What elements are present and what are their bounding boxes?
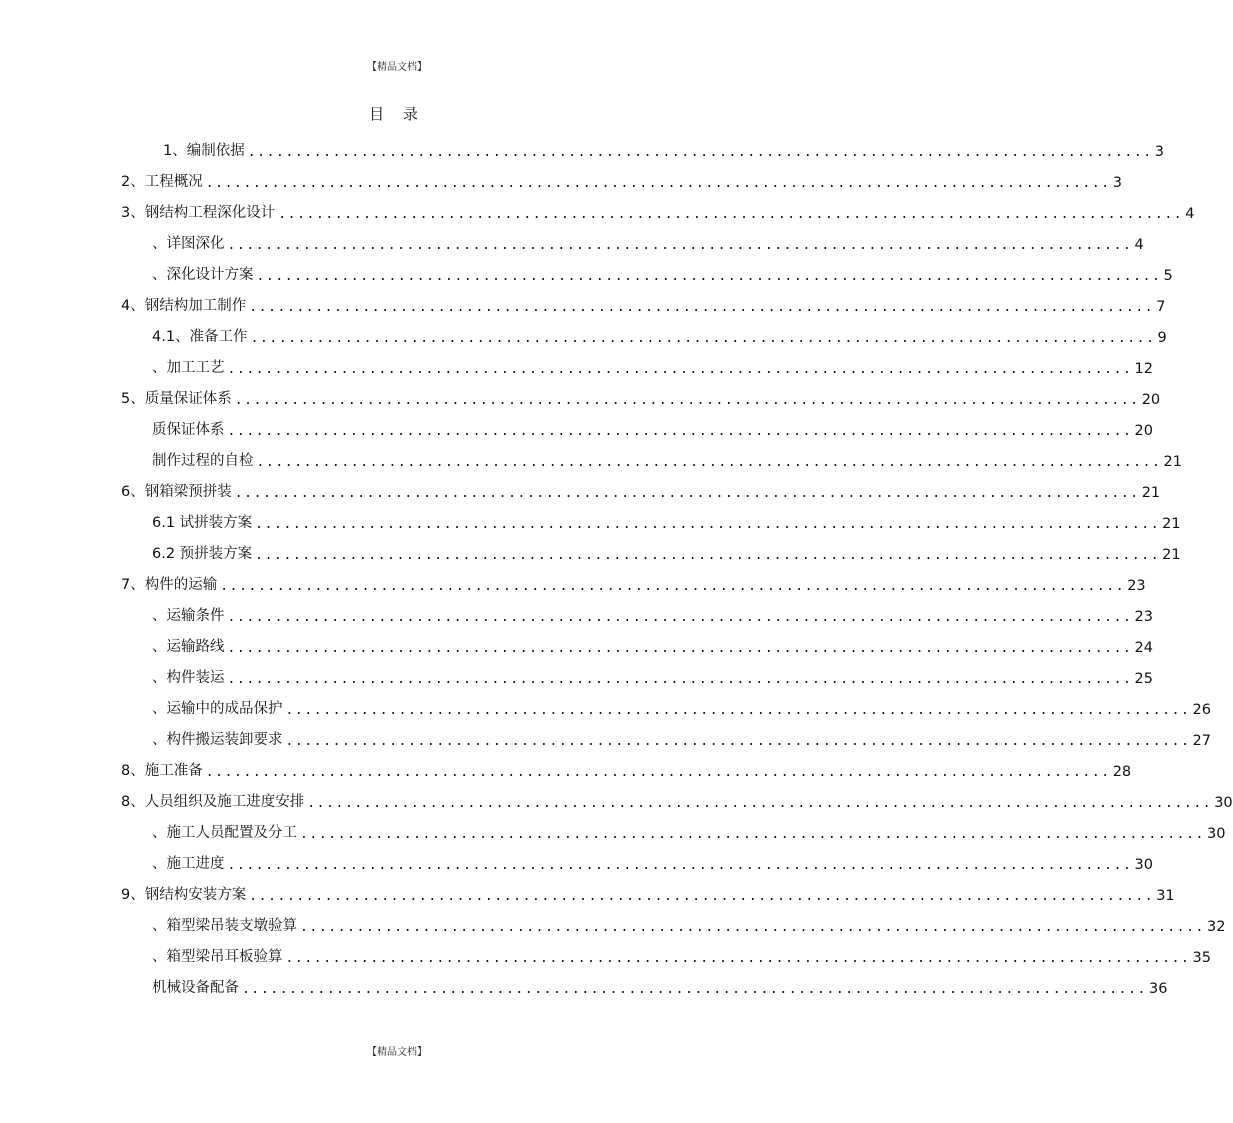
- toc-leader-dots: ................................................................................................: [205, 765, 1111, 780]
- toc-entry[interactable]: [152, 656, 1153, 687]
- toc-entry[interactable]: [152, 625, 1153, 656]
- toc-entry[interactable]: [121, 284, 1166, 315]
- toc-leader-dots: ................................................................................................: [256, 455, 1162, 470]
- toc-entry-text: 、箱型梁吊耳板验算: [152, 949, 283, 965]
- toc-leader-dots: ................................................................................................: [220, 579, 1126, 594]
- toc-leader-dots: ................................................................................................: [227, 610, 1133, 625]
- toc-entry-text: 、施工进度: [152, 856, 225, 872]
- toc-entry[interactable]: [152, 594, 1153, 625]
- toc-leader-dots: ................................................................................................: [234, 486, 1140, 501]
- toc-entry[interactable]: [121, 749, 1132, 780]
- toc-leader-dots: ................................................................................................: [249, 300, 1155, 315]
- toc-entry-text: 6.1 试拼装方案: [152, 515, 253, 531]
- toc-entry-text: 、施工人员配置及分工: [152, 825, 297, 841]
- toc-page-number: 27: [1192, 733, 1211, 749]
- toc-page-number: 4: [1185, 206, 1195, 222]
- toc-leader-dots: ................................................................................................: [300, 920, 1205, 935]
- toc-entry[interactable]: [121, 470, 1161, 501]
- toc-page-number: 28: [1112, 764, 1132, 780]
- page-footer: 【精品文档】: [367, 1047, 427, 1058]
- toc-leader-dots: ................................................................................................: [227, 858, 1133, 873]
- toc-entry[interactable]: [121, 377, 1161, 408]
- toc-entry[interactable]: [121, 160, 1122, 191]
- toc-entry-text: 6、钢箱梁预拼装: [121, 484, 232, 500]
- toc-leader-dots: ................................................................................................: [227, 641, 1133, 656]
- toc-entry[interactable]: [163, 129, 1164, 160]
- toc-entry-text: 2、工程概况: [121, 174, 203, 190]
- toc-page-number: 25: [1134, 671, 1153, 687]
- toc-entry-text: 、运输路线: [152, 639, 225, 655]
- toc-entry-text: 、加工工艺: [152, 360, 225, 376]
- toc-leader-dots: ................................................................................................: [256, 269, 1162, 284]
- toc-leader-dots: ................................................................................................: [285, 951, 1191, 966]
- toc-leader-dots: ................................................................................................: [227, 238, 1133, 253]
- toc-page-number: 36: [1148, 981, 1168, 997]
- toc-page-number: 21: [1163, 454, 1182, 470]
- toc-entry-text: 、构件装运: [152, 670, 225, 686]
- toc-entry[interactable]: [152, 935, 1211, 966]
- toc-entry[interactable]: [121, 780, 1233, 811]
- toc-page-number: 24: [1134, 640, 1153, 656]
- toc-entry-text: 机械设备配备: [152, 980, 239, 996]
- toc-leader-dots: ................................................................................................: [247, 145, 1153, 160]
- toc-page-number: 4: [1134, 237, 1144, 253]
- toc-entry[interactable]: [152, 439, 1182, 470]
- toc-entry-text: 、运输条件: [152, 608, 225, 624]
- toc-leader-dots: ................................................................................................: [255, 548, 1161, 563]
- toc-page-number: 20: [1141, 392, 1161, 408]
- toc-entry[interactable]: [152, 222, 1144, 253]
- toc-page-number: 30: [1206, 826, 1226, 842]
- toc-leader-dots: ................................................................................................: [227, 362, 1133, 377]
- toc-page-number: 23: [1134, 609, 1153, 625]
- toc-entry[interactable]: [152, 346, 1153, 377]
- toc-entry-text: 、详图深化: [152, 236, 225, 252]
- toc-entry-text: 6.2 预拼装方案: [152, 546, 253, 562]
- toc-entry-text: 9、钢结构安装方案: [121, 887, 247, 903]
- toc-entry[interactable]: [121, 563, 1146, 594]
- toc-entry-text: 7、构件的运输: [121, 577, 218, 593]
- toc-entry-text: 、运输中的成品保护: [152, 701, 283, 717]
- toc-page-number: 31: [1156, 888, 1175, 904]
- toc-page-number: 3: [1112, 175, 1122, 191]
- toc-entry[interactable]: [152, 253, 1173, 284]
- toc-leader-dots: ................................................................................................: [227, 672, 1133, 687]
- toc-entry[interactable]: [152, 718, 1211, 749]
- toc-page-number: 20: [1134, 423, 1153, 439]
- toc-page-number: 35: [1192, 950, 1211, 966]
- toc-page-number: 7: [1156, 299, 1166, 315]
- toc-leader-dots: ................................................................................................: [234, 393, 1140, 408]
- toc-entry[interactable]: [152, 966, 1168, 997]
- toc-entry-text: 、深化设计方案: [152, 267, 254, 283]
- toc-entry-text: 3、钢结构工程深化设计: [121, 205, 276, 221]
- toc-entry[interactable]: [121, 873, 1175, 904]
- toc-entry-text: 质保证体系: [152, 422, 225, 438]
- toc-entry[interactable]: [152, 315, 1167, 346]
- toc-page-number: 21: [1162, 547, 1181, 563]
- toc-entry-text: 、构件搬运装卸要求: [152, 732, 283, 748]
- toc-page-number: 12: [1134, 361, 1153, 377]
- toc-page-number: 23: [1127, 578, 1146, 594]
- toc-entry-text: 8、人员组织及施工进度安排: [121, 794, 305, 810]
- toc-leader-dots: ................................................................................................: [278, 207, 1184, 222]
- toc-leader-dots: ................................................................................................: [285, 703, 1191, 718]
- toc-entry-text: 制作过程的自检: [152, 453, 254, 469]
- toc-leader-dots: ................................................................................................: [205, 176, 1111, 191]
- toc-entry[interactable]: [152, 501, 1181, 532]
- toc-entry[interactable]: [152, 842, 1153, 873]
- toc-page-number: 9: [1157, 330, 1167, 346]
- toc-page-number: 30: [1214, 795, 1233, 811]
- toc-leader-dots: ................................................................................................: [249, 889, 1155, 904]
- toc-entry[interactable]: [152, 904, 1226, 935]
- toc-entry-text: 4、钢结构加工制作: [121, 298, 247, 314]
- toc-entry[interactable]: [152, 532, 1181, 563]
- toc-leader-dots: ................................................................................................: [255, 517, 1161, 532]
- toc-entry-text: 1、编制依据: [163, 143, 245, 159]
- toc-entry-text: 4.1、准备工作: [152, 329, 248, 345]
- toc-entry-text: 、箱型梁吊装支墩验算: [152, 918, 297, 934]
- toc-leader-dots: ................................................................................................: [300, 827, 1205, 842]
- toc-entry-text: 5、质量保证体系: [121, 391, 232, 407]
- toc-leader-dots: ................................................................................................: [285, 734, 1191, 749]
- toc-page-number: 3: [1154, 144, 1164, 160]
- toc-leader-dots: ................................................................................................: [307, 796, 1213, 811]
- toc-page-number: 30: [1134, 857, 1153, 873]
- toc-entry[interactable]: [152, 811, 1226, 842]
- toc-page-number: 32: [1206, 919, 1226, 935]
- toc-page-number: 21: [1141, 485, 1161, 501]
- page-header: 【精品文档】: [367, 62, 427, 73]
- toc-entry-text: 8、施工准备: [121, 763, 203, 779]
- toc-leader-dots: ................................................................................................: [227, 424, 1133, 439]
- toc-leader-dots: ................................................................................................: [242, 982, 1147, 997]
- toc-leader-dots: ................................................................................................: [250, 331, 1156, 346]
- toc-entry[interactable]: [121, 191, 1195, 222]
- toc-entry[interactable]: [152, 408, 1153, 439]
- toc-entry[interactable]: [152, 687, 1211, 718]
- toc-title: 目 录: [369, 105, 425, 123]
- toc-page-number: 21: [1162, 516, 1181, 532]
- toc-page-number: 26: [1192, 702, 1211, 718]
- toc-page-number: 5: [1163, 268, 1173, 284]
